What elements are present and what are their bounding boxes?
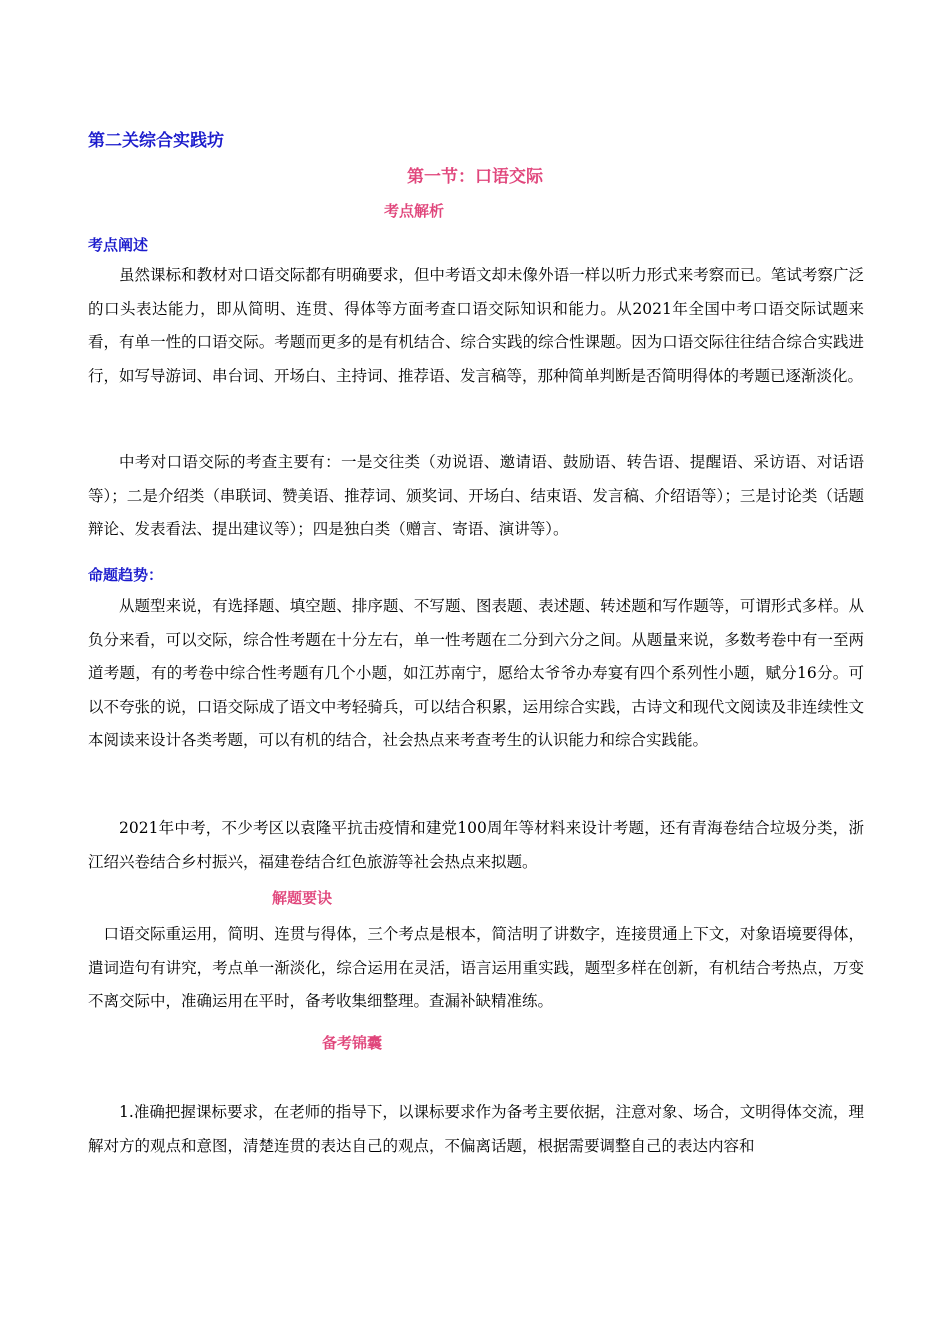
paragraph-4: 2021年中考，不少考区以袁隆平抗击疫情和建党100周年等材料来设计考题，还有青海卷结合垃圾分类，浙江绍兴卷结合乡村振兴，福建卷结合红色旅游等社会热点来拟题。 (88, 819, 864, 871)
subheading-jieti-yaojue: 解题要诀 (272, 889, 333, 907)
paragraph-1: 虽然课标和教材对口语交际都有明确要求，但中考语文却未像外语一样以听力形式来考察而已。笔试考察广泛的口头表达能力，即从简明、连贯、得体等方面考查口语交际知识和能力。从2021年全国中考口语交际试题来看，有单一性的口语交际。考题而更多的是有机结合、综合实践的综合性课题。因为口语交际往往结合综合实践进行，如写导游词、串台词、开场白、主持词、推荐语、发言稿等，那种简单判断是否简明得体的考题已逐渐淡化。 (88, 266, 864, 385)
subheading-beikao-jinnang: 备考锦囊 (322, 1034, 383, 1052)
part-title: 第二关综合实践坊 (88, 131, 224, 151)
paragraph-5: 口语交际重运用，简明、连贯与得体，三个考点是根本，简洁明了讲数字，连接贯通上下文，对象语境要得体，遣词造句有讲究，考点单一渐淡化，综合运用在灵活，语言运用重实践，题型多样在创新，有机结合考热点，万变不离交际中，准确运用在平时，备考收集细整理。查漏补缺精准练。 (88, 925, 864, 1010)
heading-kaodian-chanshu: 考点阐述 (88, 236, 149, 254)
subheading-kaodian-jiexi: 考点解析 (384, 202, 445, 220)
paragraph-3: 从题型来说，有选择题、填空题、排序题、不写题、图表题、表述题、转述题和写作题等，可谓形式多样。从负分来看，可以交际，综合性考题在十分左右，单一性考题在二分到六分之间。从题量来说，多数考卷中有一至两道考题，有的考卷中综合性考题有几个小题，如江苏南宁，愿给太爷爷办寿宴有四个系列性小题，赋分16分。可以不夸张的说，口语交际成了语文中考轻骑兵，可以结合积累，运用综合实践，古诗文和现代文阅读及非连续性文本阅读来设计各类考题，可以有机的结合，社会热点来考查考生的认识能力和综合实践能。 (88, 597, 864, 749)
paragraph-2: 中考对口语交际的考查主要有：一是交往类（劝说语、邀请语、鼓励语、转告语、提醒语、采访语、对话语等）；二是介绍类（串联词、赞美语、推荐词、颁奖词、开场白、结束语、发言稿、介绍语等）；三是讨论类（话题辩论、发表看法、提出建议等）；四是独白类（赠言、寄语、演讲等）。 (88, 453, 864, 538)
section-title: 第一节：口语交际 (407, 167, 543, 187)
paragraph-6: 1.准确把握课标要求，在老师的指导下，以课标要求作为备考主要依据，注意对象、场合，文明得体交流，理解对方的观点和意图，清楚连贯的表达自己的观点，不偏离话题，根据需要调整自己的表达内容和 (88, 1103, 864, 1155)
heading-mingti-qushi: 命题趋势： (88, 566, 164, 584)
